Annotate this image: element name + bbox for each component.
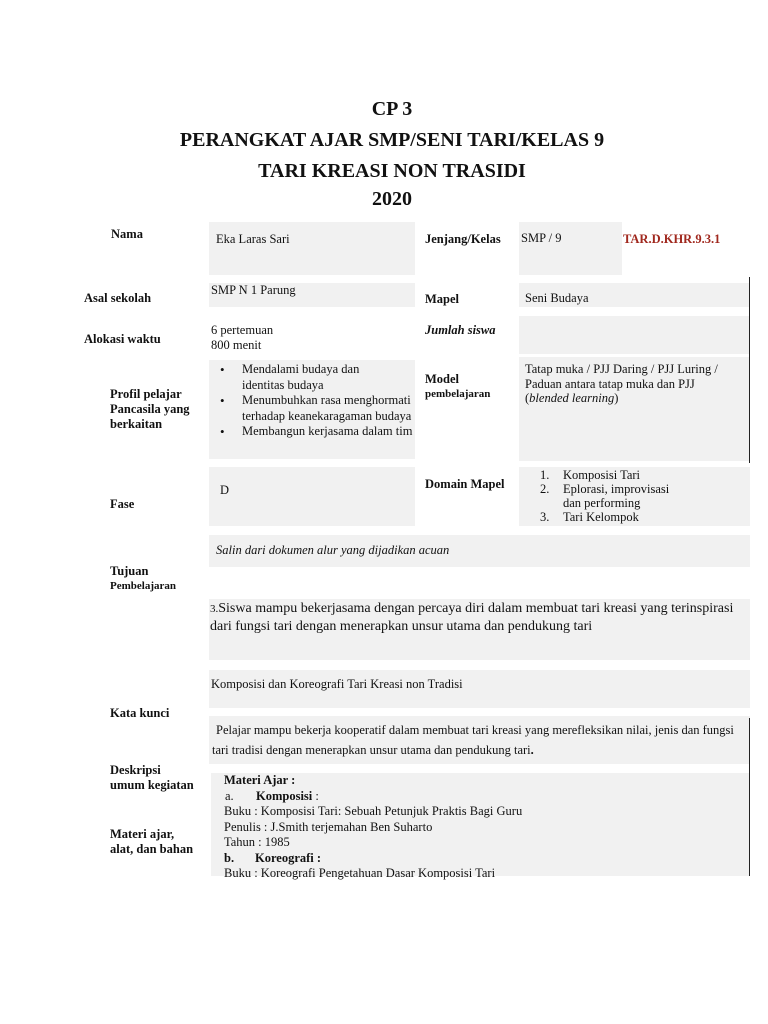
- label-nama: Nama: [111, 227, 143, 241]
- domain-item-num: 3.: [540, 510, 550, 524]
- value-kata-kunci: Komposisi dan Koreografi Tari Kreasi non Tradisi: [211, 677, 463, 691]
- label-materi-line1: Materi ajar,: [110, 827, 175, 841]
- label-model-line1: Model: [425, 372, 460, 386]
- value-deskripsi-line1: Pelajar mampu bekerja kooperatif dalam membuat tari kreasi yang merefleksikan nilai, jenis dan fungsi: [216, 723, 734, 737]
- cell-jumlah-siswa: [519, 316, 750, 354]
- materi-b-buku: Buku : Koreografi Pengetahuan Dasar Komposisi Tari: [224, 866, 496, 880]
- value-model-line1: Tatap muka / PJJ Daring / PJJ Luring /: [525, 362, 718, 376]
- value-fase: D: [220, 483, 230, 497]
- materi-b-heading: [224, 851, 748, 867]
- label-profil-pelajar: [110, 387, 190, 432]
- domain-item: [519, 468, 750, 482]
- label-kata-kunci: Kata kunci: [110, 706, 170, 720]
- value-alokasi: [211, 323, 273, 352]
- domain-item: [519, 510, 750, 524]
- model-paren-open: (: [525, 391, 530, 405]
- profil-item-cont: terhadap keanekaragaman budaya: [242, 408, 412, 423]
- tujuan-text-line1: Siswa mampu bekerjasama dengan percaya diri dalam membuat tari kreasi yang terinspirasi: [218, 601, 734, 616]
- domain-list: [519, 468, 750, 524]
- domain-item: [519, 496, 750, 510]
- label-alokasi-waktu: Alokasi waktu: [84, 332, 161, 346]
- doc-title-year: 2020: [372, 188, 412, 210]
- profil-item: • Menumbuhkan rasa menghormati: [211, 393, 417, 409]
- label-profil-line3: berkaitan: [110, 417, 163, 431]
- value-nama: Eka Laras Sari: [216, 232, 290, 246]
- label-model-line2: pembelajaran: [425, 388, 491, 400]
- value-mapel: Seni Budaya: [525, 291, 589, 305]
- value-alokasi-line1: 6 pertemuan: [211, 323, 274, 337]
- materi-a-title: Komposisi: [256, 788, 313, 803]
- materi-b-title: Koreografi :: [255, 850, 322, 865]
- value-model-line3: [525, 391, 750, 406]
- deskripsi-text-line2: tari tradisi dengan menerapkan unsur utama dan pendukung tari: [212, 743, 531, 757]
- label-materi-line2: alat, dan bahan: [110, 842, 194, 856]
- value-code: TAR.D.KHR.9.3.1: [623, 232, 721, 246]
- materi-a-colon: :: [312, 788, 319, 803]
- value-deskripsi-line2: [212, 740, 750, 760]
- profil-item: • Membangun kerjasama dalam tim: [211, 424, 417, 440]
- domain-item-text: Komposisi Tari: [563, 468, 641, 482]
- materi-a-penulis: Penulis : J.Smith terjemahan Ben Suharto: [224, 819, 433, 834]
- label-profil-line1: Profil pelajar: [110, 387, 182, 401]
- value-jenjang-kelas: SMP / 9: [521, 231, 562, 245]
- materi-title: Materi Ajar :: [224, 773, 296, 787]
- value-tujuan-line2: dari fungsi tari dengan menerapkan unsur utama dan pendukung tari: [210, 619, 593, 634]
- label-domain-mapel: Domain Mapel: [425, 477, 505, 491]
- value-deskripsi: [212, 720, 750, 760]
- value-materi: [224, 773, 748, 882]
- domain-item-num: 1.: [540, 468, 550, 482]
- label-jumlah-siswa: Jumlah siswa: [425, 323, 496, 337]
- doc-title-tari: TARI KREASI NON TRASIDI: [258, 160, 526, 182]
- domain-item-text: Tari Kelompok: [563, 510, 639, 524]
- domain-item-text: Eplorasi, improvisasi: [563, 482, 670, 496]
- model-paren-close: ): [614, 391, 619, 405]
- label-profil-line2: Pancasila yang: [110, 402, 190, 416]
- label-deskripsi-line2: umum kegiatan: [110, 778, 194, 792]
- value-tujuan-line1: [210, 600, 750, 618]
- value-model-line2: Paduan antara tatap muka dan PJJ: [525, 376, 695, 391]
- profil-item-cont: identitas budaya: [242, 377, 324, 392]
- materi-b-label: b.: [224, 850, 235, 865]
- cell-nama: [209, 222, 415, 275]
- label-mapel: Mapel: [425, 292, 460, 306]
- materi-a-heading: [225, 789, 748, 805]
- value-alokasi-line2: 800 menit: [211, 337, 262, 352]
- value-tujuan: [210, 600, 750, 635]
- deskripsi-end: .: [530, 743, 534, 757]
- profil-list: [211, 362, 417, 440]
- domain-item-text: dan performing: [563, 496, 641, 510]
- doc-title-perangkat: PERANGKAT AJAR SMP/SENI TARI/KELAS 9: [179, 129, 605, 151]
- value-model: [525, 362, 750, 406]
- label-deskripsi-line1: Deskripsi: [110, 763, 161, 777]
- cell-jenjang: [519, 222, 622, 275]
- label-deskripsi: [110, 763, 194, 793]
- materi-a-buku: Buku : Komposisi Tari: Sebuah Petunjuk Praktis Bagi Guru: [224, 804, 523, 818]
- model-blended: blended learning: [529, 391, 615, 405]
- label-materi: [110, 827, 193, 857]
- domain-item: [519, 482, 750, 496]
- value-tujuan-note: Salin dari dokumen alur yang dijadikan acuan: [216, 543, 450, 557]
- label-jenjang-kelas: Jenjang/Kelas: [425, 232, 501, 246]
- domain-item-num: 2.: [540, 482, 550, 496]
- profil-item: • Mendalami budaya dan: [211, 362, 417, 378]
- doc-title-cp: CP 3: [371, 98, 413, 120]
- label-fase: Fase: [110, 497, 135, 511]
- label-tujuan-line2: Pembelajaran: [110, 580, 176, 592]
- label-tujuan: [110, 564, 176, 594]
- value-asal-sekolah: SMP N 1 Parung: [211, 283, 296, 297]
- tujuan-num: 3.: [210, 603, 219, 615]
- materi-a-label: a.: [225, 788, 234, 803]
- label-tujuan-line1: Tujuan: [110, 564, 149, 578]
- materi-a-tahun: Tahun : 1985: [224, 835, 290, 849]
- label-model-pembelajaran: [425, 372, 490, 402]
- label-asal-sekolah: Asal sekolah: [84, 291, 152, 305]
- cell-fase: [209, 467, 415, 526]
